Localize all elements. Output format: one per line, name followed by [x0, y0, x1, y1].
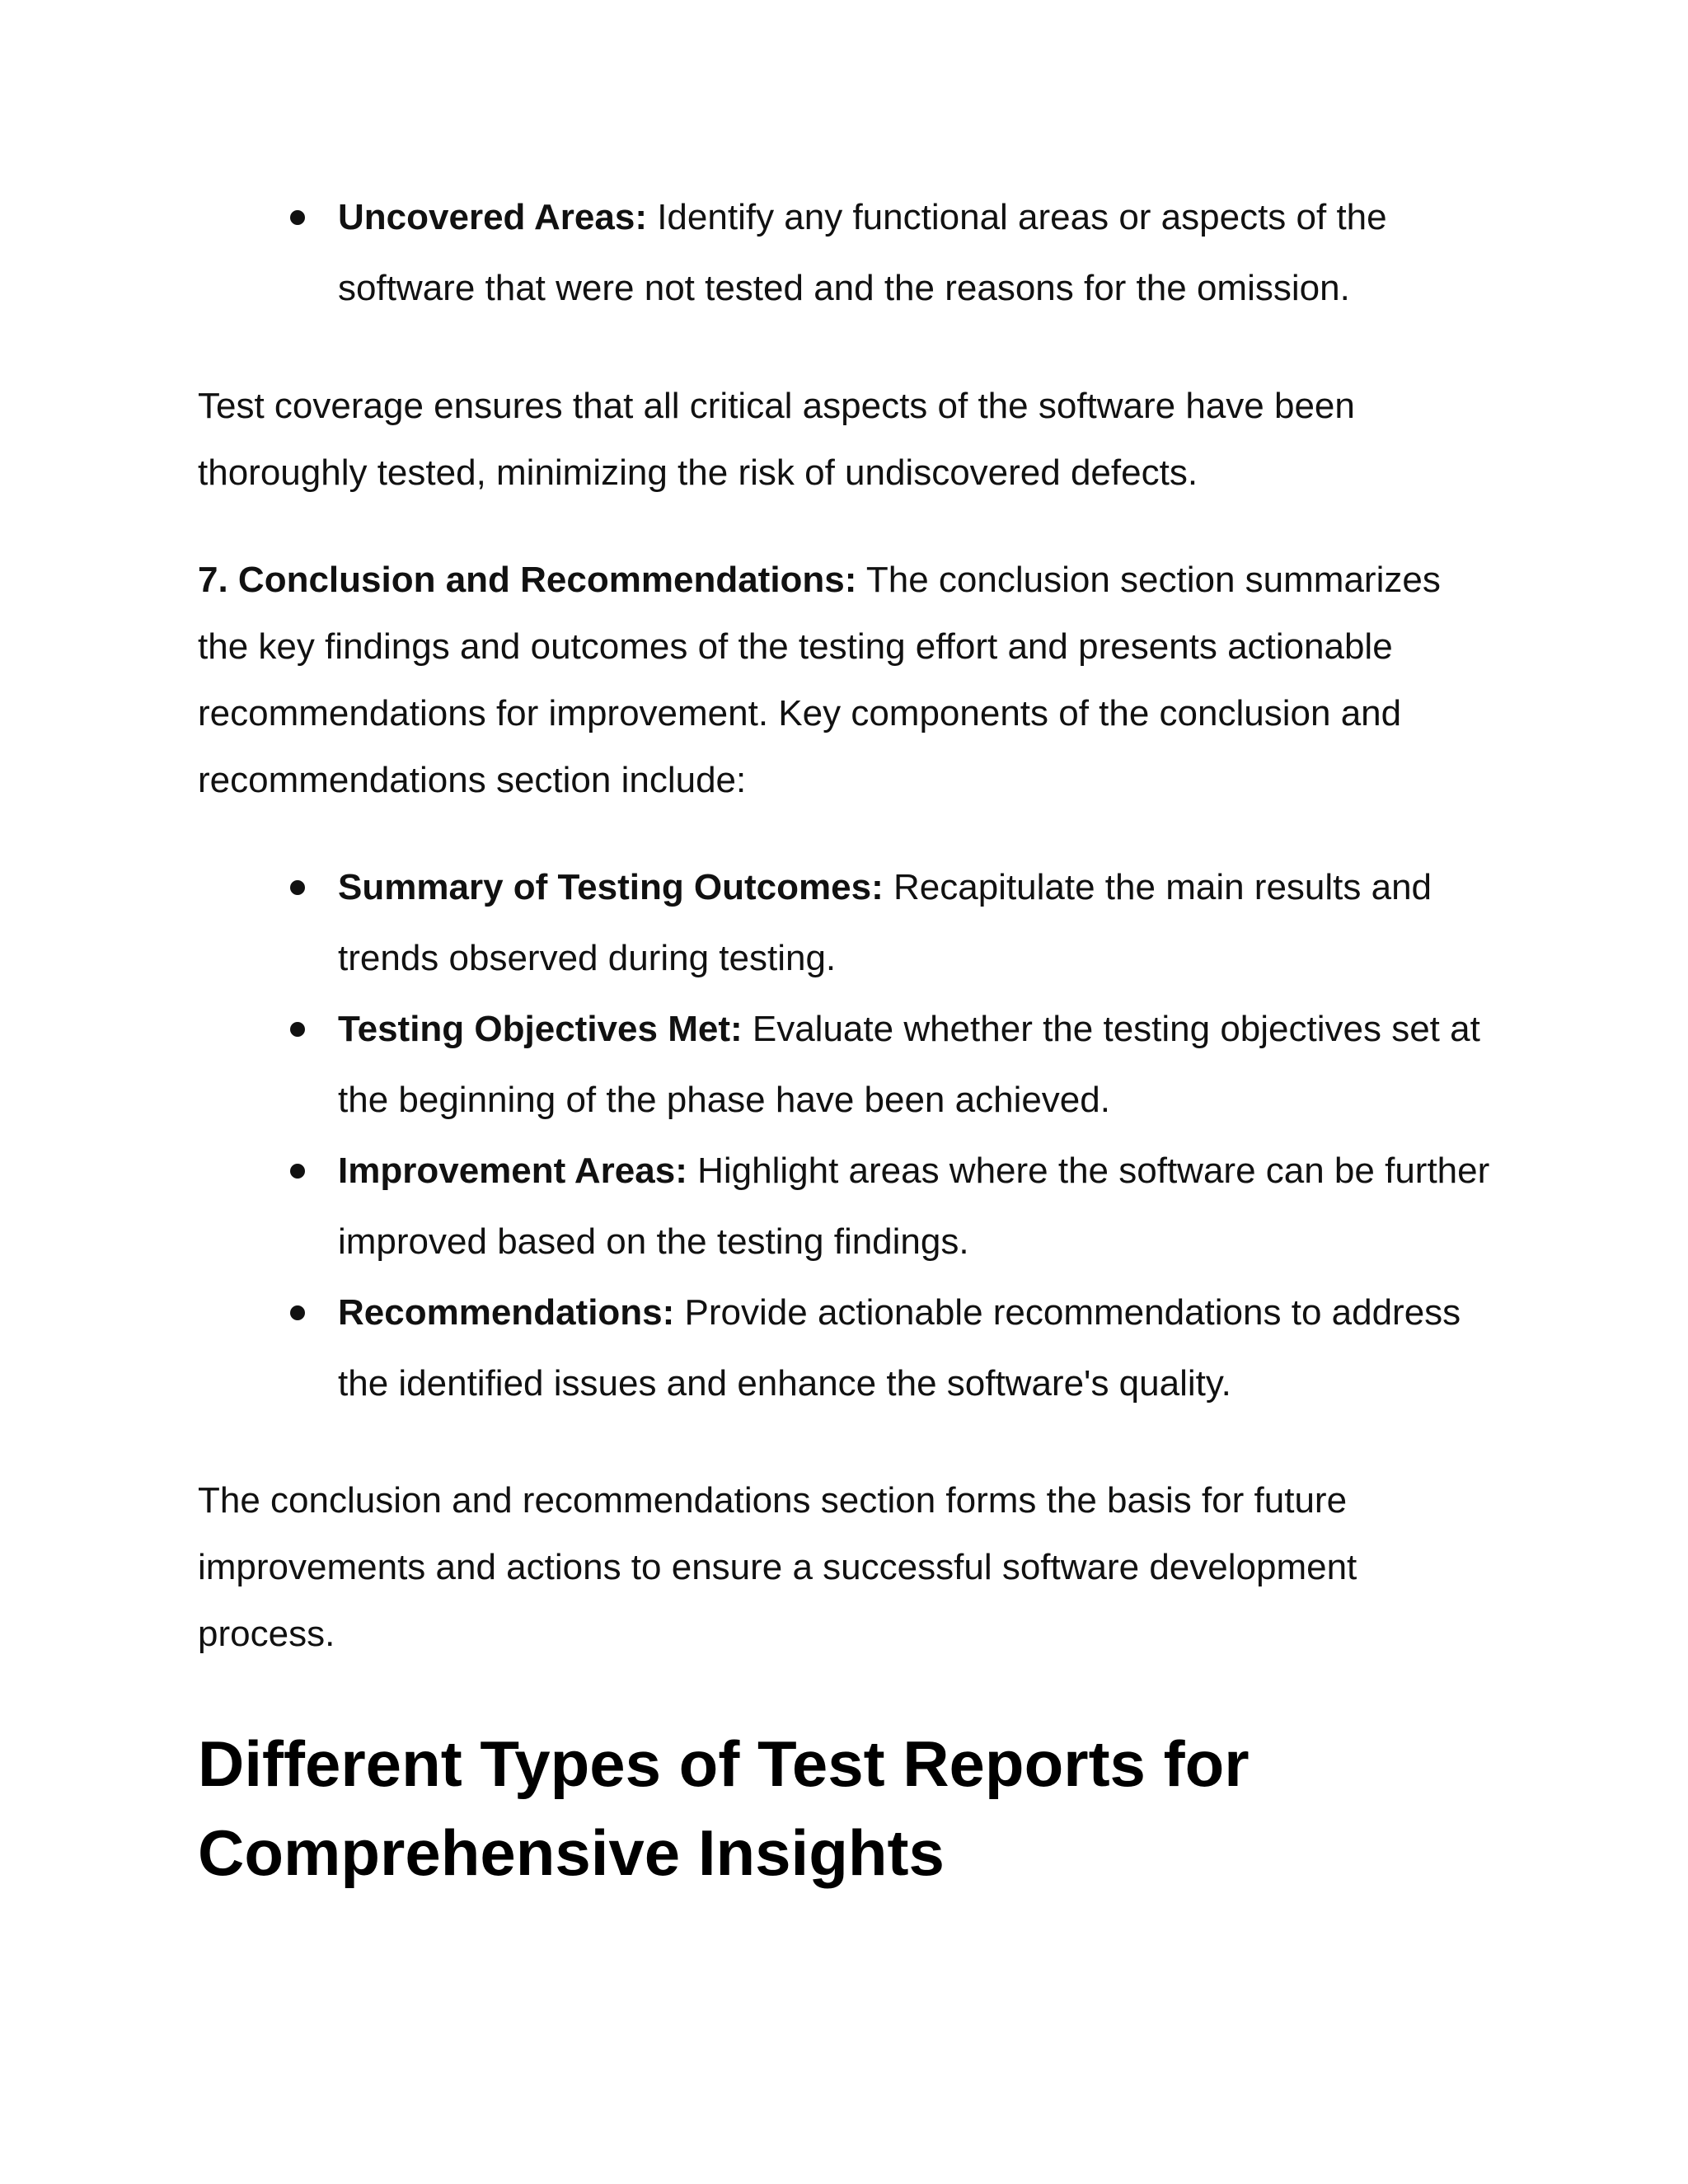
- bullet-icon: [290, 1305, 305, 1320]
- list-item-text: Provide actionable recommendations to address the identified issues and enhance the software's quality.: [338, 1292, 1461, 1404]
- bullet-icon: [290, 880, 305, 895]
- list-item-text: Highlight areas where the software can be further improved based on the testing findings.: [338, 1151, 1490, 1262]
- list-item-term: Recommendations:: [338, 1292, 675, 1333]
- list-item: [198, 182, 1492, 324]
- section-text: The conclusion section summarizes the key findings and outcomes of the testing effort and presents actionable recommendations for improvement. Key components of the conclusion and recommendations section include:: [198, 560, 1441, 800]
- list-item-term: Summary of Testing Outcomes:: [338, 867, 884, 907]
- list-item-text: Recapitulate the main results and trends observed during testing.: [338, 867, 1432, 978]
- conclusion-paragraph: [198, 546, 1492, 813]
- list-item-term: Testing Objectives Met:: [338, 1009, 743, 1049]
- bullet-icon: [290, 1164, 305, 1179]
- list-item-text: Evaluate whether the testing objectives set at the beginning of the phase have been achieved.: [338, 1009, 1480, 1120]
- section-label: 7. Conclusion and Recommendations:: [198, 560, 857, 600]
- list-item: [198, 1136, 1492, 1277]
- section-heading: Different Types of Test Reports for Comprehensive Insights: [198, 1727, 1250, 1889]
- bullet-icon: [290, 210, 305, 225]
- bullet-icon: [290, 1022, 305, 1037]
- closing-paragraph: The conclusion and recommendations section forms the basis for future improvements and actions to ensure a successful software development process.: [198, 1480, 1357, 1654]
- list-item-text: Identify any functional areas or aspects of the software that were not tested and the reasons for the omission.: [338, 197, 1387, 308]
- coverage-paragraph: Test coverage ensures that all critical aspects of the software have been thoroughly tested, minimizing the risk of undiscovered defects.: [198, 386, 1355, 493]
- uncovered-areas-list: [198, 182, 1492, 324]
- list-item: [198, 1277, 1492, 1419]
- list-item: [198, 994, 1492, 1136]
- list-item-term: Improvement Areas:: [338, 1151, 687, 1191]
- list-item-term: Uncovered Areas:: [338, 197, 647, 237]
- list-item: [198, 852, 1492, 994]
- conclusion-components-list: [198, 852, 1492, 1419]
